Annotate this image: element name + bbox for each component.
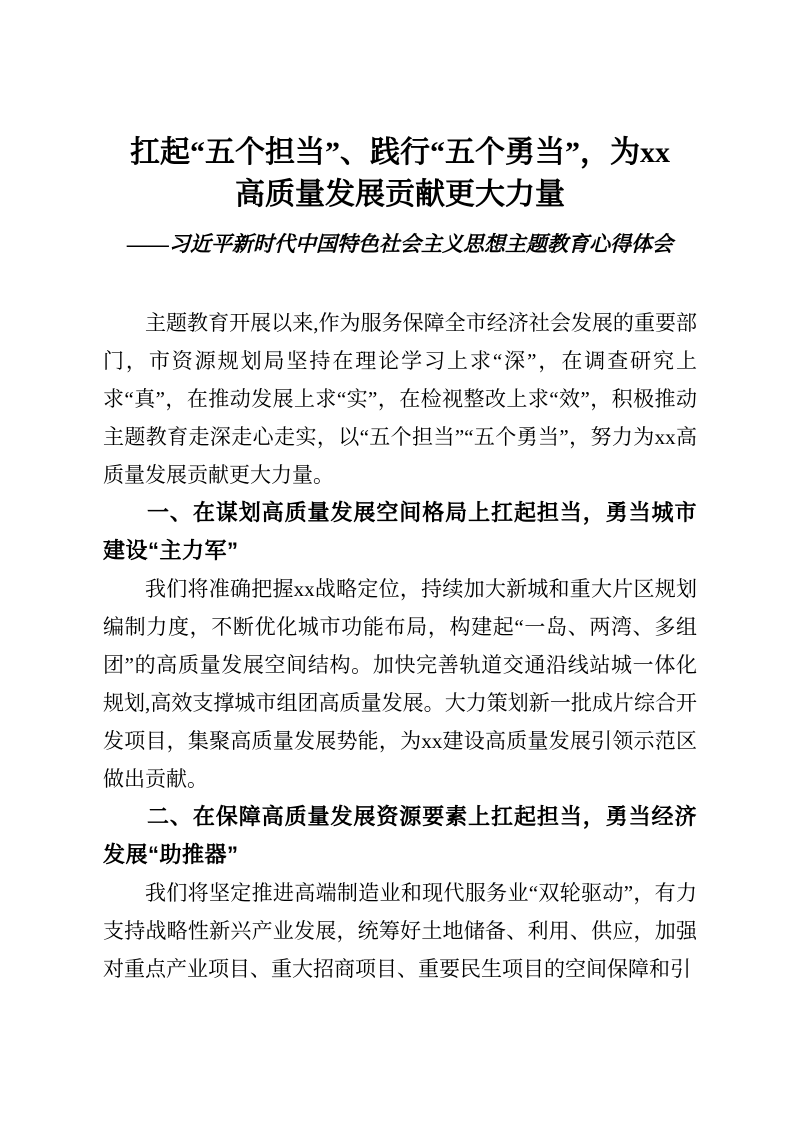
document-title bbox=[103, 132, 697, 216]
document-title-line-2: 高质量发展贡献更大力量 bbox=[235, 178, 565, 211]
document-subtitle: ——习近平新时代中国特色社会主义思想主题教育心得体会 bbox=[127, 232, 673, 256]
paragraph-section-2: 我们将坚定推进高端制造业和现代服务业“双轮驱动”，有力支持战略性新兴产业发展，统筹好土地储备、利用、供应，加强对重点产业项目、重大招商项目、重要民生项目的空间保障和引 bbox=[103, 881, 697, 981]
paragraph-intro: 主题教育开展以来,作为服务保障全市经济社会发展的重要部门，市资源规划局坚持在理论学习上求“深”，在调查研究上求“真”，在推动发展上求“实”，在检视整改上求“效”，积极推动主题教育走深走心走实，以“五个担当”“五个勇当”，努力为xx高质量发展贡献更大力量。 bbox=[103, 311, 697, 487]
document-title-line-1: 扛起“五个担当”、践行“五个勇当”，为xx bbox=[130, 136, 670, 169]
paragraph-section-1: 我们将准确把握xx战略定位，持续加大新城和重大片区规划编制力度，不断优化城市功能布局，构建起“一岛、两湾、多组团”的高质量发展空间结构。加快完善轨道交通沿线站城一体化规划,高效支撑城市组团高质量发展。大力策划新一批成片综合开发项目，集聚高质量发展势能，为xx建设高质量发展引领示范区做出贡献。 bbox=[103, 577, 697, 791]
section-heading-1: 一、在谋划高质量发展空间格局上扛起担当，勇当城市建设“主力军” bbox=[103, 500, 697, 563]
section-heading-2: 二、在保障高质量发展资源要素上扛起担当，勇当经济发展“助推器” bbox=[103, 804, 697, 867]
